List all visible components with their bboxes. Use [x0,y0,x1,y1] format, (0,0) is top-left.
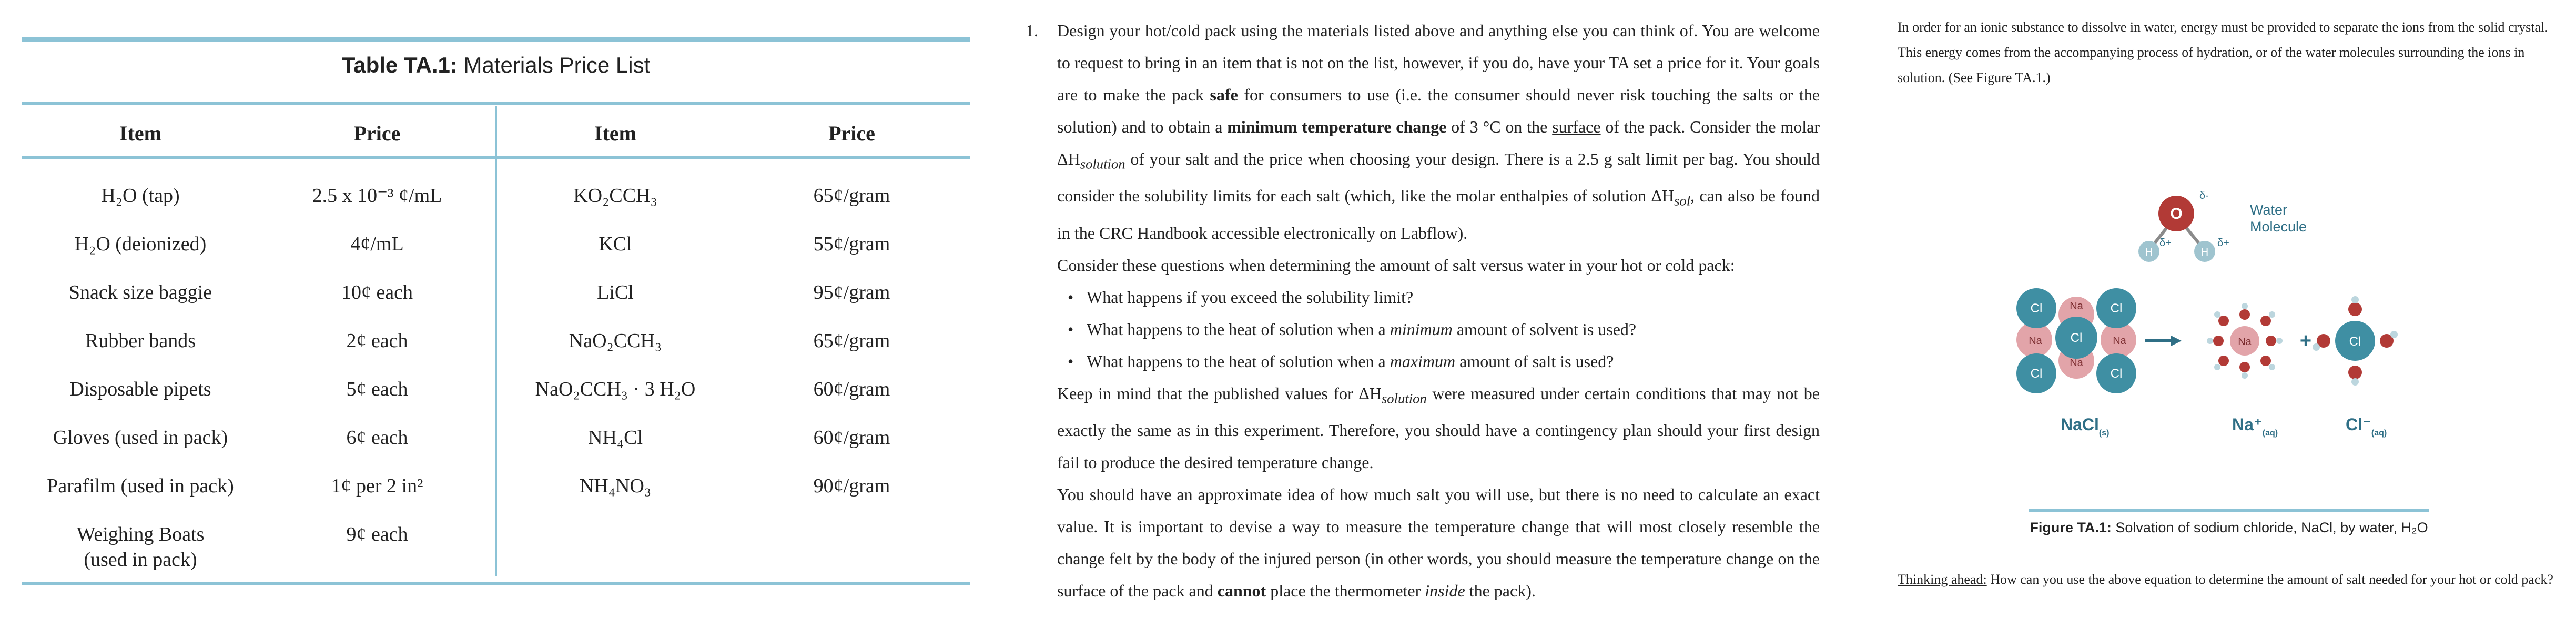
figure-caption-text: Solvation of sodium chloride, NaCl, by water, H₂O [2111,520,2428,535]
water-molecule-label: Water [2250,202,2288,218]
arrow-right-icon [2145,336,2182,346]
measurement-paragraph [1020,479,1820,607]
right-price-cell: 90¢/gram [813,475,890,497]
text-run: You should have an approximate idea of how much salt you will use, but there is no need to calculate an exact value. It is important to devise a way to measure the temperature change that will most closely resemble the change felt by the body of the injured person (in other words, you should measure the temperature change on the surface of the pack and [1057,485,1820,601]
materials-price-table [22,37,970,589]
header-item-left: Item [119,121,161,145]
text-run-underline: surface [1552,117,1601,136]
left-item-cell: H₂O (deionized) [74,233,207,255]
text-run: What happens to the heat of solution when a [1087,351,1390,371]
text-run: amount of salt is used? [1455,351,1614,371]
text-run: of the pack. Consider the molar ΔH [1057,117,1820,168]
left-item-cell: Snack size baggie [68,281,212,303]
left-price-cell: 5¢ each [346,378,408,400]
plus-sign: + [2299,330,2312,352]
text-run-italic: minimum [1390,319,1453,339]
text-run: amount of solvent is used? [1452,319,1637,339]
right-item-cell: NaO₂CCH₃ [569,330,662,352]
solvation-figure [1898,167,2560,462]
table-top-rule [22,37,970,42]
subscript-text: solution [1381,390,1427,407]
sodium-atom-label: Na [2113,335,2126,347]
figure-caption-label: Figure TA.1: [2030,520,2112,535]
sodium-aq-label [2232,415,2278,438]
text-run-italic: maximum [1390,351,1456,371]
table-caption-text: Materials Price List [457,53,651,77]
delta-plus-label: δ+ [2159,237,2172,249]
water-molecule-label: Molecule [2250,219,2307,235]
left-price-cell: 2.5 x 10⁻³ ¢/mL [312,185,442,207]
right-item-cell: NH₄NO₃ [579,475,652,497]
hydrated-chloride-icon [2313,296,2398,386]
instructions-section [1020,15,1820,607]
text-run: were measured under certain conditions that may not be exactly the same as in this experiment. Therefore, you should have a contingency plan should your first design fail to produce the desired temperature change. [1057,383,1820,472]
text-run-bold: safe [1210,85,1238,104]
na-phase: (aq) [2262,429,2278,438]
nacl-label-text: NaCl [2061,415,2099,434]
table-caption [22,53,970,78]
right-item-cell: KCl [599,233,632,255]
text-run-italic: inside [1425,581,1465,601]
text-run: of 3 °C on the [1446,117,1553,136]
oxygen-label: O [2170,205,2183,222]
question-bullet [1057,281,1820,313]
table-bottom-rule [22,582,970,585]
right-item-cell: NaO₂CCH₃ · 3 H₂O [535,378,696,400]
text-run: What happens if you exceed the solubility limit? [1087,287,1414,307]
intro-paragraph: In order for an ionic substance to dissolve in water, energy must be provided to separate the ions from the solid crystal. This energy comes from the accompanying process of hydration, or of the water molecules surrounding the ions in solution. (See Figure TA.1.) [1898,19,2548,85]
text-run: , can also be found in the CRC Handbook accessible electronically on Labflow). [1057,186,1820,242]
right-item-cell: LiCl [597,281,634,303]
thinking-ahead-paragraph [1898,567,2560,592]
delta-minus-label: δ- [2199,190,2209,201]
text-run: for consumers to use (i.e. the consumer should never risk touching the salts or the solution) and to obtain a [1057,85,1820,136]
numbered-item-1 [1020,15,1820,249]
text-run: place the thermometer [1266,581,1425,601]
right-item-cell: KO₂CCH₃ [573,185,657,207]
question-list [1020,281,1820,378]
figure-section [1898,15,2560,587]
left-item-cell: Gloves (used in pack) [53,427,228,449]
left-price-cell: 1¢ per 2 in² [331,475,423,497]
figure-caption [1898,520,2560,536]
left-item-cell: Disposable pipets [69,378,211,400]
delta-plus-label: δ+ [2217,237,2229,249]
right-price-cell: 65¢/gram [813,330,890,352]
text-run: Design your hot/cold pack using the materials listed above and anything else you can think of. You are welcome to request to bring in an item that is not on the list, however, if you do, have your TA set a price for it. Your goals are to make the pack [1057,21,1820,104]
header-price-left: Price [353,121,401,145]
left-price-cell: 6¢ each [346,427,408,449]
question-bullet [1057,346,1820,378]
thinking-ahead-label: Thinking ahead: [1898,572,1987,587]
chloride-atom-label: Cl [2110,367,2123,381]
left-item-cell: Parafilm (used in pack) [47,475,234,497]
right-price-cell: 60¢/gram [813,378,890,400]
contingency-paragraph [1020,378,1820,479]
nacl-crystal-icon [2016,288,2136,393]
table-caption-rule [22,102,970,105]
cl-phase: (aq) [2371,429,2387,438]
nacl-phase: (s) [2098,429,2110,438]
sodium-atom-label: Na [2238,336,2252,348]
chloride-atom-label: Cl [2110,301,2123,316]
questions-intro: Consider these questions when determining the amount of salt versus water in your hot or cold pack: [1057,255,1735,275]
text-run-bold: minimum temperature change [1227,117,1447,136]
na-label-text: Na⁺ [2232,415,2263,434]
chloride-aq-label [2346,415,2387,438]
thinking-ahead-text: How can you use the above equation to determine the amount of salt needed for your hot or cold pack? [1986,572,2553,587]
subscript-text: sol [1674,193,1691,209]
sodium-atom-label: Na [2070,300,2083,312]
header-price-right: Price [828,121,875,145]
table-caption-label: Table TA.1: [341,53,458,77]
right-price-cell: 55¢/gram [813,233,890,255]
chloride-atom-label: Cl [2070,331,2083,345]
left-price-cell: 9¢ each [346,523,408,545]
header-item-right: Item [594,121,636,145]
question-bullet [1057,313,1820,346]
nacl-solid-label [2061,415,2109,438]
chloride-atom-label: Cl [2349,335,2361,349]
sodium-atom-label: Na [2070,357,2083,369]
item-number: 1. [1026,21,1038,40]
right-price-cell: 65¢/gram [813,185,890,207]
chloride-atom-label: Cl [2030,367,2043,381]
left-price-cell: 2¢ each [346,330,408,352]
figure-rule [2029,509,2429,512]
right-price-cell: 60¢/gram [813,427,890,449]
hydrated-sodium-icon [2207,303,2283,379]
text-run-bold: cannot [1217,581,1266,601]
sodium-atom-label: Na [2029,335,2042,347]
right-price-cell: 95¢/gram [813,281,890,303]
left-item-cell: Rubber bands [85,330,196,352]
chloride-atom-label: Cl [2030,301,2043,316]
subscript-text: solution [1080,156,1125,172]
left-price-cell: 10¢ each [341,281,413,303]
right-item-cell: NH₄Cl [587,427,643,449]
cl-label-text: Cl⁻ [2346,415,2371,434]
water-molecule-icon [2138,190,2307,262]
hydrogen-label: H [2200,247,2209,258]
text-run: Keep in mind that the published values for ΔH [1057,383,1382,403]
text-run: of your salt and the price when choosing your design. There is a 2.5 g salt limit per bag. You should consider the solubility limits for each salt (which, like the molar enthalpies of solution ΔH [1057,149,1820,206]
text-run: What happens to the heat of solution when a [1087,319,1390,339]
left-item-cell: Weighing Boats (used in pack) [76,523,205,571]
text-run: the pack). [1465,581,1536,601]
left-price-cell: 4¢/mL [350,233,404,255]
left-item-cell: H₂O (tap) [101,185,180,207]
hydrogen-label: H [2145,247,2153,258]
